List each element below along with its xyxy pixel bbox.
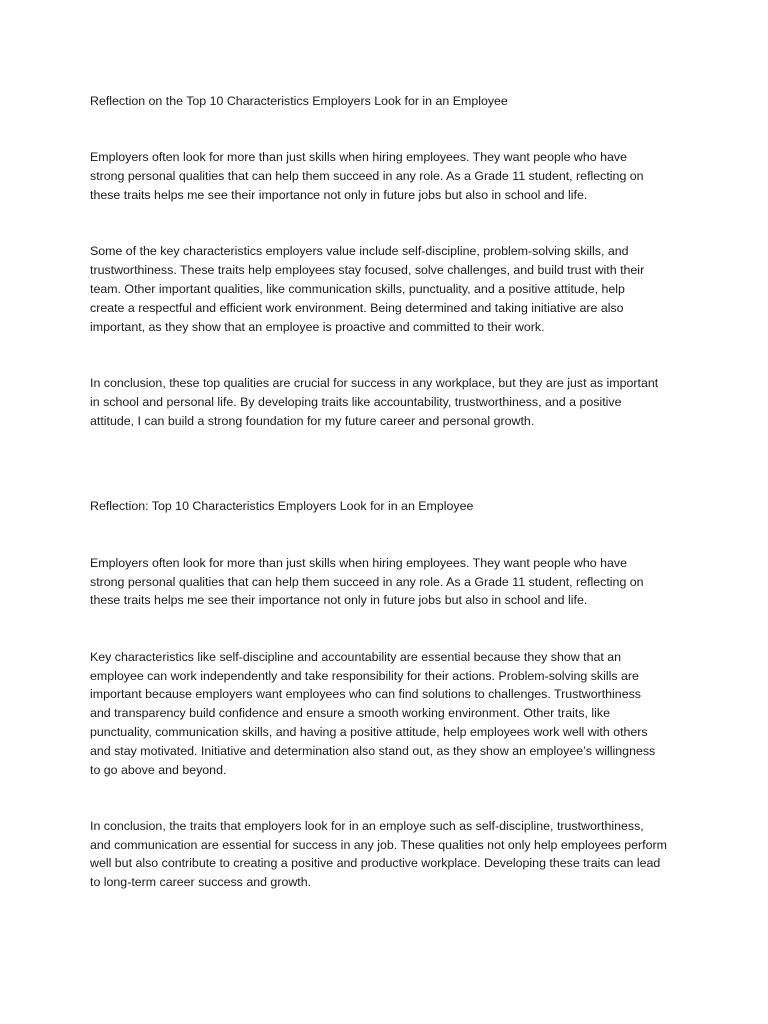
document-page: [90, 92, 682, 892]
paragraph-line: In conclusion, these top qualities are crucial for success in any workplace, but they are just as important: [90, 375, 659, 390]
paragraph-line: in school and personal life. By developing traits like accountability, trustworthiness, and a positive: [90, 394, 622, 409]
paragraph-line: to long-term career success and growth.: [90, 875, 312, 890]
paragraph-line: Key characteristics like self-discipline and accountability are essential because they show that an: [90, 649, 622, 664]
paragraph-line: trustworthiness. These traits help employees stay focused, solve challenges, and build trust with their: [90, 263, 645, 278]
title-line: Reflection on the Top 10 Characteristics Employers Look for in an Employee: [90, 94, 508, 108]
paragraph-line: employee can work independently and take responsibility for their actions. Problem-solving skills are: [90, 668, 639, 683]
reflection-2-conclusion-paragraph: [90, 817, 682, 892]
reflection-1-intro-paragraph: [90, 148, 682, 204]
title-line: Reflection: Top 10 Characteristics Employers Look for in an Employee: [90, 499, 474, 514]
paragraph-line: well but also contribute to creating a positive and productive workplace. Developing these traits can lead: [90, 856, 661, 871]
paragraph-line: important because employers want employees who can find solutions to challenges. Trustworthiness: [90, 687, 641, 702]
paragraph-line: strong personal qualities that can help them succeed in any role. As a Grade 11 student, reflecting on: [90, 574, 644, 589]
reflection-1-title: [90, 92, 682, 111]
paragraph-line: these traits helps me see their importance not only in future jobs but also in school and life.: [90, 593, 588, 608]
paragraph-line: and transparency build confidence and ensure a smooth working environment. Other traits, like: [90, 706, 611, 721]
reflection-2-title: [90, 497, 682, 516]
paragraph-line: Employers often look for more than just skills when hiring employees. They want people who have: [90, 555, 627, 570]
reflection-2-body-paragraph: [90, 648, 682, 780]
paragraph-line: team. Other important qualities, like communication skills, punctuality, and a positive attitude, help: [90, 281, 625, 296]
paragraph-line: these traits helps me see their importance not only in future jobs but also in school and life.: [90, 187, 588, 202]
paragraph-line: punctuality, communication skills, and having a positive attitude, help employees work well with others: [90, 724, 648, 739]
paragraph-line: attitude, I can build a strong foundation for my future career and personal growth.: [90, 413, 535, 428]
paragraph-line: strong personal qualities that can help them succeed in any role. As a Grade 11 student, reflecting on: [90, 169, 644, 184]
paragraph-line: Employers often look for more than just skills when hiring employees. They want people who have: [90, 150, 627, 165]
paragraph-line: to go above and beyond.: [90, 762, 227, 777]
reflection-1-conclusion-paragraph: [90, 374, 682, 430]
reflection-1-body-paragraph: [90, 242, 682, 336]
reflection-2-intro-paragraph: [90, 554, 682, 610]
paragraph-line: and stay motivated. Initiative and determination also stand out, as they show an employee’s willingness: [90, 743, 656, 758]
paragraph-line: and communication are essential for success in any job. These qualities not only help employees perform: [90, 837, 667, 852]
paragraph-line: important, as they show that an employee is proactive and committed to their work.: [90, 319, 545, 334]
paragraph-line: Some of the key characteristics employers value include self-discipline, problem-solving skills, and: [90, 244, 629, 259]
paragraph-line: In conclusion, the traits that employers look for in an employe such as self-discipline, trustworthiness,: [90, 818, 644, 833]
paragraph-line: create a respectful and efficient work environment. Being determined and taking initiative are also: [90, 300, 624, 315]
